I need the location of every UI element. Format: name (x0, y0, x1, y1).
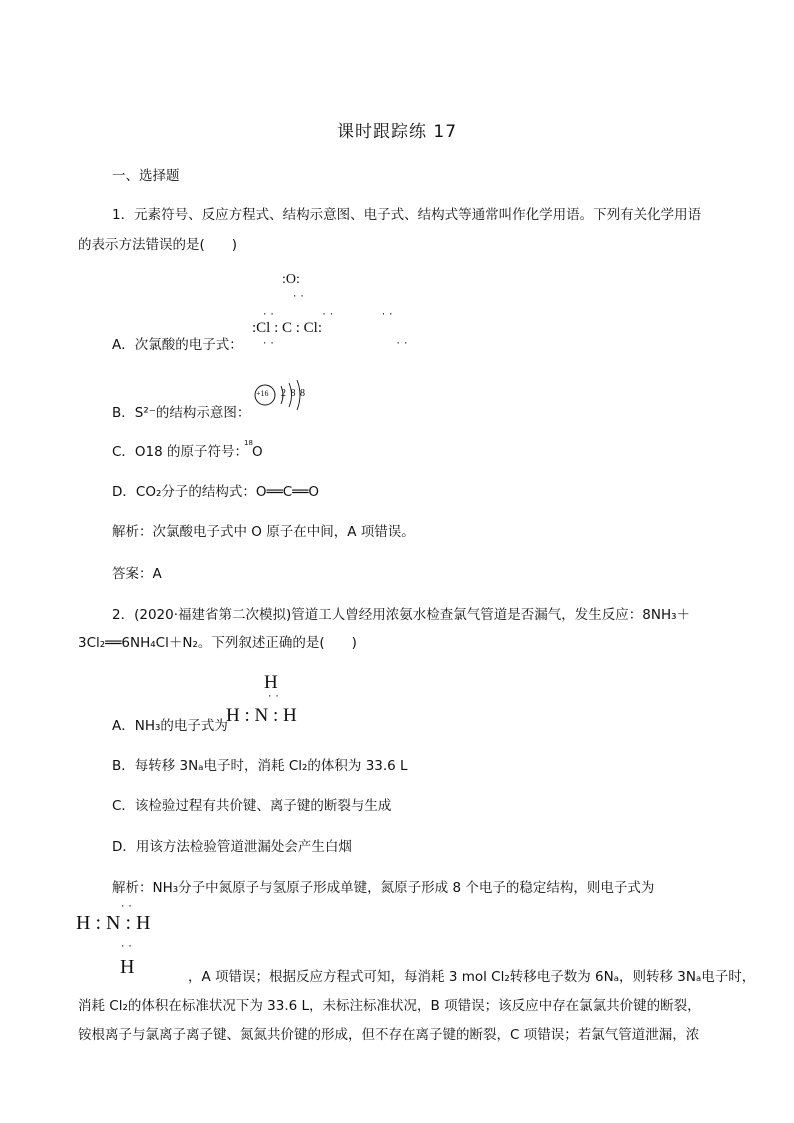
q1-option-c: C．O18 的原子符号： (112, 444, 249, 460)
q1-answer: 答案：A (112, 566, 162, 582)
page-title: 课时跟踪练 17 (336, 122, 458, 142)
q2-option-a: A．NH₃的电子式为 (112, 718, 228, 734)
electron-dots: ·· (120, 902, 135, 912)
q2-analysis-line4: 铵根离子与氯离子离子键、氮氮共价键的形成，但不存在离子键的断裂，C 项错误；若氯气管道泄漏，浓 (78, 1027, 700, 1043)
analysis-nh3-bottom-h: H (120, 956, 135, 978)
hclo-row: :Cl : C : Cl: (252, 320, 323, 336)
electron-dots: ·· (267, 692, 282, 702)
q2-option-d: D．用该方法检验管道泄漏处会产生白烟 (112, 839, 352, 855)
analysis-nh3-row: H : N : H (76, 912, 151, 934)
electron-shells: 2 8 8 (281, 388, 306, 399)
q2-option-c: C．该检验过程有共价键、离子键的断裂与生成 (112, 798, 392, 814)
q1-option-d: D．CO₂分子的结构式：O══C══O (112, 484, 320, 500)
q2-analysis-line1: 解析：NH₃分子中氮原子与氢原子形成单键，氮原子形成 8 个电子的稳定结构，则电子式为 (112, 880, 655, 896)
q2-option-b: B．每转移 3Nₐ电子时，消耗 Cl₂的体积为 33.6 L (112, 758, 408, 774)
q1-analysis: 解析：次氯酸电子式中 O 原子在中间，A 项错误。 (112, 524, 415, 540)
section-heading: 一、选择题 (112, 168, 180, 184)
q2-stem-line1: 2．(2020·福建省第二次模拟)管道工人曾经用浓氨水检查氯气管道是否漏气，发生反应：8NH₃＋ (112, 607, 691, 623)
mass-number: 18 (244, 439, 253, 447)
q2-analysis-line2: ，A 项错误；根据反应方程式可知，每消耗 3 mol Cl₂转移电子数为 6Nₐ，则转移 3Nₐ电子时， (188, 969, 756, 985)
electron-dots: ·· ·· (262, 339, 411, 349)
nucleus-charge: +16 (256, 389, 269, 398)
electron-dots: ·· (292, 292, 307, 302)
element-symbol: O (252, 444, 263, 460)
q2-stem-line2: 3Cl₂══6NH₄Cl＋N₂。下列叙述正确的是( ) (78, 635, 357, 651)
nh3-electron-formula (226, 672, 326, 734)
nh3-analysis-formula (76, 898, 196, 986)
q1-stem-line2: 的表示方法错误的是( ) (78, 237, 238, 253)
q2-analysis-line3: 消耗 Cl₂的体积在标准状况下为 33.6 L，未标注标准状况，B 项错误；该反应中存在氯氯共价键的断裂， (78, 998, 701, 1014)
nh3-top-h: H (264, 672, 278, 693)
electron-dots: ·· ·· ·· (262, 310, 396, 320)
q1-stem-line1: 1．元素符号、反应方程式、结构示意图、电子式、结构式等通常叫作化学用语。下列有关化学用语 (112, 207, 702, 223)
nh3-row: H : N : H (226, 705, 297, 726)
o18-symbol (244, 439, 268, 462)
hclo-oxygen: :O: (282, 272, 300, 287)
sulfide-structure-diagram (254, 378, 314, 414)
q1-option-b: B．S²⁻的结构示意图： (112, 405, 251, 421)
hclo-electron-formula (252, 272, 411, 352)
electron-dots: ·· (120, 942, 135, 952)
q1-option-a: A．次氯酸的电子式： (112, 337, 243, 353)
